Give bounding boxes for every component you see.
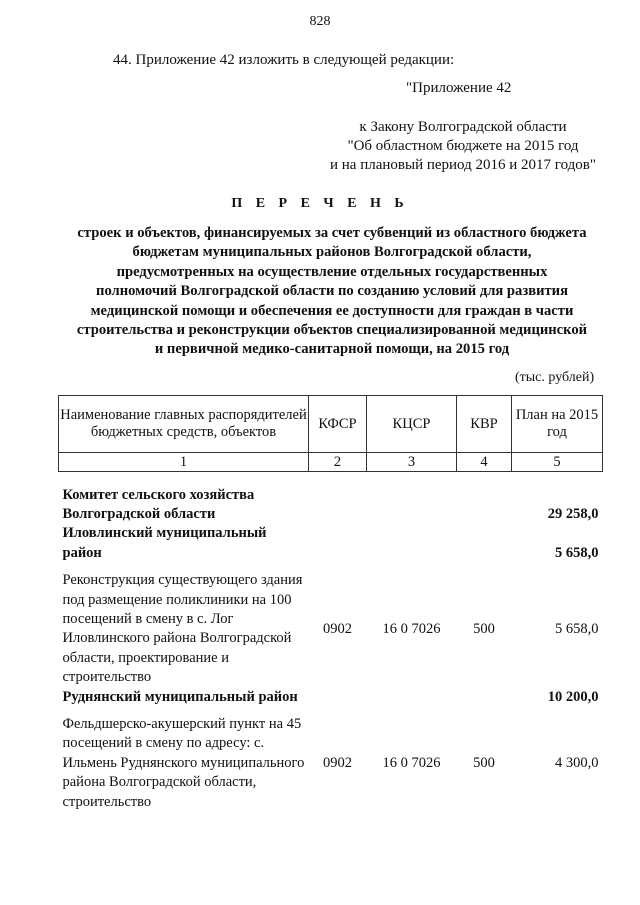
table-header-row: [59, 396, 603, 453]
header-kfsr: КФСР: [309, 396, 367, 453]
law-line: к Закону Волгоградской области: [359, 119, 567, 135]
subtitle-line: и первичной медико-санитарной помощи, на 2015 год: [154, 341, 510, 358]
row-plan: 5 658,0: [555, 544, 599, 561]
header-number: 2: [309, 453, 367, 472]
row-kvr: 500: [473, 754, 495, 771]
document-subtitle: [54, 224, 610, 360]
table-row: [59, 715, 603, 812]
row-kcsr: 16 0 7026: [382, 620, 441, 637]
row-plan: 5 658,0: [555, 620, 599, 637]
subtitle-line: медицинской помощи и обеспечения ее доступности для граждан в части: [90, 302, 574, 319]
table-row: [59, 571, 603, 687]
header-kcsr: КЦСР: [367, 396, 457, 453]
subtitle-line: полномочий Волгоградской области по созданию условий для развития: [96, 283, 568, 300]
law-line: "Об областном бюджете на 2015 год: [347, 138, 579, 154]
header-plan: План на 2015 год: [512, 396, 603, 453]
budget-table: [58, 395, 603, 812]
row-kfsr: 0902: [323, 620, 352, 637]
table-row: [59, 486, 603, 525]
document-title: П Е Р Е Ч Е Н Ь: [231, 196, 409, 211]
appendix-label: "Приложение 42: [406, 80, 512, 96]
row-name: Руднянский муниципальный район: [62, 688, 298, 705]
subtitle-line: предусмотренных на осуществление отдельных государственных: [116, 263, 548, 280]
row-plan: 10 200,0: [547, 688, 599, 705]
row-plan: 29 258,0: [547, 505, 599, 522]
row-kvr: 500: [473, 620, 495, 637]
law-reference: [318, 118, 608, 175]
page-number: 828: [309, 14, 331, 29]
header-number: 5: [512, 453, 603, 472]
law-line: и на плановый период 2016 и 2017 годов": [330, 157, 596, 173]
subtitle-line: бюджетам муниципальных районов Волгоградской области,: [132, 244, 532, 261]
row-kcsr: 16 0 7026: [382, 754, 441, 771]
header-name: Наименование главных распорядителей бюджетных средств, объектов: [59, 396, 309, 453]
header-number: 3: [367, 453, 457, 472]
row-name: Фельдшерско-акушерский пункт на 45 посещений в смену по адресу: с. Ильмень Руднянского муниципального района Волгоградской области, строительство: [62, 715, 305, 810]
row-plan: 4 300,0: [555, 754, 599, 771]
row-name: Реконструкция существующего здания под размещение поликлиники на 100 посещений в смену в с. Лог Иловлинского района Волгоградской области, проектирование и строительство: [62, 572, 303, 686]
row-name: Комитет сельского хозяйства Волгоградской области: [62, 486, 255, 522]
header-number: 1: [59, 453, 309, 472]
header-kvr: КВР: [457, 396, 512, 453]
subtitle-line: строек и объектов, финансируемых за счет субвенций из областного бюджета: [77, 225, 587, 241]
table-row: [59, 524, 603, 563]
table-row: [59, 688, 603, 707]
subtitle-line: строительства и реконструкции объектов специализированной медицинской: [76, 322, 588, 339]
units-label: (тыс. рублей): [515, 370, 595, 385]
intro-text: 44. Приложение 42 изложить в следующей редакции:: [113, 52, 455, 68]
table-header-numbers: [59, 453, 603, 472]
row-name: Иловлинский муниципальный район: [62, 525, 267, 561]
header-number: 4: [457, 453, 512, 472]
row-kfsr: 0902: [323, 754, 352, 771]
